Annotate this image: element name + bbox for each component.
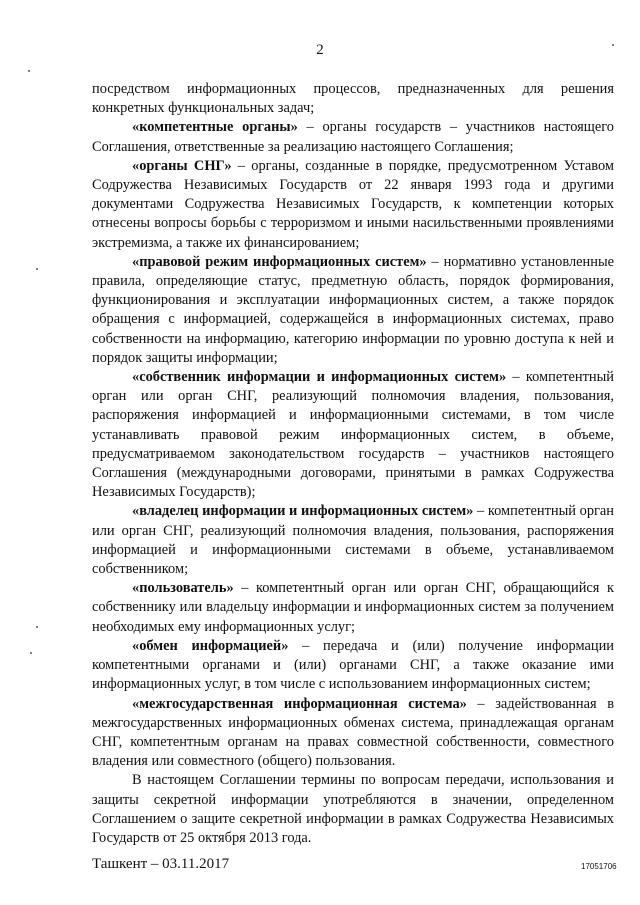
definition-term: «обмен информацией» [132,637,289,654]
definition-text: – компетентный орган или орган СНГ, обращающийся к собственнику или владельцу информации и информационных систем за получением необходимых ему информационных услуг; [92,580,614,635]
definition-term: «собственник информации и информационных систем» [132,369,507,386]
definition-text: – компетентный орган или орган СНГ, реализующий полномочия владения, пользования, распоряжения информацией и информационными системами в объеме, устанавливаемом собственником; [92,503,614,578]
definition-text: – органы государств – участников настоящего Соглашения, ответственные за реализацию настоящего Соглашения; [92,119,614,155]
definition-user [92,579,614,637]
definition-text: – задействованная в межгосударственных информационных обменах система, принадлежащая органам СНГ, компетентным органам на правах совместной собственности, совместного владения или совместного (общего) пользования. [92,695,614,770]
definition-term: «пользователь» [132,580,234,597]
definition-legal-regime [92,253,614,368]
footer-place-date: Ташкент – 03.11.2017 [92,856,230,872]
definition-interstate-system [92,695,614,772]
closing-paragraph [92,771,614,848]
definition-term: «органы СНГ» [132,157,232,174]
page-number: 2 [316,42,324,58]
document-body [92,80,614,848]
definition-holder [92,502,614,579]
footer-document-code: 17051706 [581,862,617,871]
paragraph-text: В настоящем Соглашении термины по вопросам передачи, использования и защиты секретной информации употребляются в значении, определенном Соглашением о защите секретной информации в рамках Содружества Независимых Государств от 25 октября 2013 года. [92,772,614,846]
definition-term: «межгосударственная информационная система» [132,695,467,712]
definition-term: «правовой режим информационных систем» [132,253,427,270]
scan-speck [612,44,614,46]
definition-owner [92,368,614,502]
definition-text: – нормативно установленные правила, определяющие статус, предметную область, порядок формирования, функционирования и эксплуатации информационных систем, а также порядок обращения с информацией, содержащейся в информационных системах, право собственности на информацию, категорию информации по уровню доступа к ней и порядок защиты информации; [92,253,614,366]
paragraph-text: посредством информационных процессов, предназначенных для решения конкретных функциональных задач; [92,81,614,117]
paragraph-continuation [92,80,614,118]
definition-information-exchange [92,637,614,695]
scan-speck [30,652,32,654]
definition-text: – передача и (или) получение информации компетентными органами и (или) органами СНГ, а также оказание ими информационных услуг, в том числе с использованием информационных систем; [92,637,614,693]
definition-cis-bodies [92,157,614,253]
definition-text: – компетентный орган или орган СНГ, реализующий полномочия владения, пользования, распоряжения информацией и информационными системами, в том числе устанавливать правовой режим информационных систем, в объеме, предусматриваемом законодательством государств – участников настоящего Соглашения (международными договорами, принятыми в рамках Содружества Независимых Государств); [92,369,614,501]
scan-speck [36,268,38,270]
definition-competent-bodies [92,118,614,156]
definition-term: «владелец информации и информационных систем» [132,503,474,520]
definition-text: – органы, созданные в порядке, предусмотренном Уставом Содружества Независимых Государств от 22 января 1993 года и другими документами Содружества Независимых Государств, к компетенции которых отнесены вопросы борьбы с терроризмом и иными насильственными проявлениями экстремизма, а также их финансированием; [92,157,614,251]
scan-speck [28,70,30,72]
definition-term: «компетентные органы» [132,119,298,136]
scan-speck [36,626,38,628]
